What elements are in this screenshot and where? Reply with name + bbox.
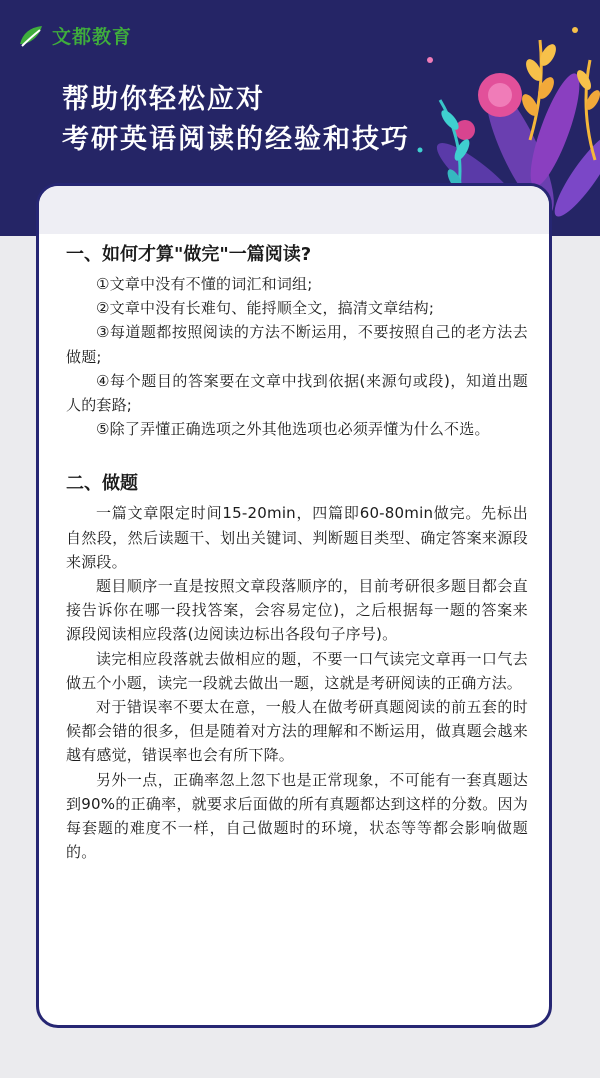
list-item: ①文章中没有不懂的词汇和词组; (96, 275, 313, 293)
list-item: ④每个题目的答案要在文章中找到依据(来源句或段)，知道出题人的套路; (66, 371, 528, 415)
paragraph: 读完相应段落就去做相应的题，不要一口气读完文章再一口气去做五个小题，读完一段就去做出一题，这就是考研阅读的正确方法。 (66, 649, 528, 692)
page-title (62, 80, 410, 160)
brand-logo (18, 22, 132, 49)
content-card (36, 183, 552, 1028)
section-heading-1: 一、如何才算"做完"一篇阅读? (66, 244, 312, 265)
paragraph: 题目顺序一直是按照文章段落顺序的，目前考研很多题目都会直接告诉你在哪一段找答案，会容易定位)，之后根据每一题的答案来源段阅读相应段落(边阅读边标出各段句子序号)。 (66, 577, 528, 644)
title-line-1: 帮助你轻松应对 (62, 84, 265, 115)
paragraph: 一篇文章限定时间15-20min，四篇即60-80min做完。先标出自然段，然后读题干、划出关键词、判断题目类型、确定答案来源段来源段。 (66, 504, 528, 571)
leaf-logo-icon (18, 24, 46, 48)
brand-name: 文都教育 (52, 26, 133, 48)
list-item: ⑤除了弄懂正确选项之外其他选项也必须弄懂为什么不选。 (96, 420, 490, 439)
title-line-2: 考研英语阅读的经验和技巧 (62, 124, 410, 155)
list-item: ②文章中没有长难句、能捋顺全文，搞清文章结构; (96, 299, 435, 318)
article-content (66, 242, 528, 864)
section-heading-2: 二、做题 (66, 473, 138, 495)
list-item: ③每道题都按照阅读的方法不断运用，不要按照自己的老方法去做题; (66, 323, 528, 366)
card-top-band (39, 186, 549, 234)
paragraph: 另外一点，正确率忽上忽下也是正常现象，不可能有一套真题达到90%的正确率，就要求后面做的所有真题都达到这样的分数。因为每套题的难度不一样，自己做题时的环境，状态等等都会影响做题的。 (66, 770, 528, 862)
paragraph: 对于错误率不要太在意，一般人在做考研真题阅读的前五套的时候都会错的很多，但是随着对方法的理解和不断运用，做真题会越来越有感觉，错误率也会有所下降。 (66, 698, 528, 765)
